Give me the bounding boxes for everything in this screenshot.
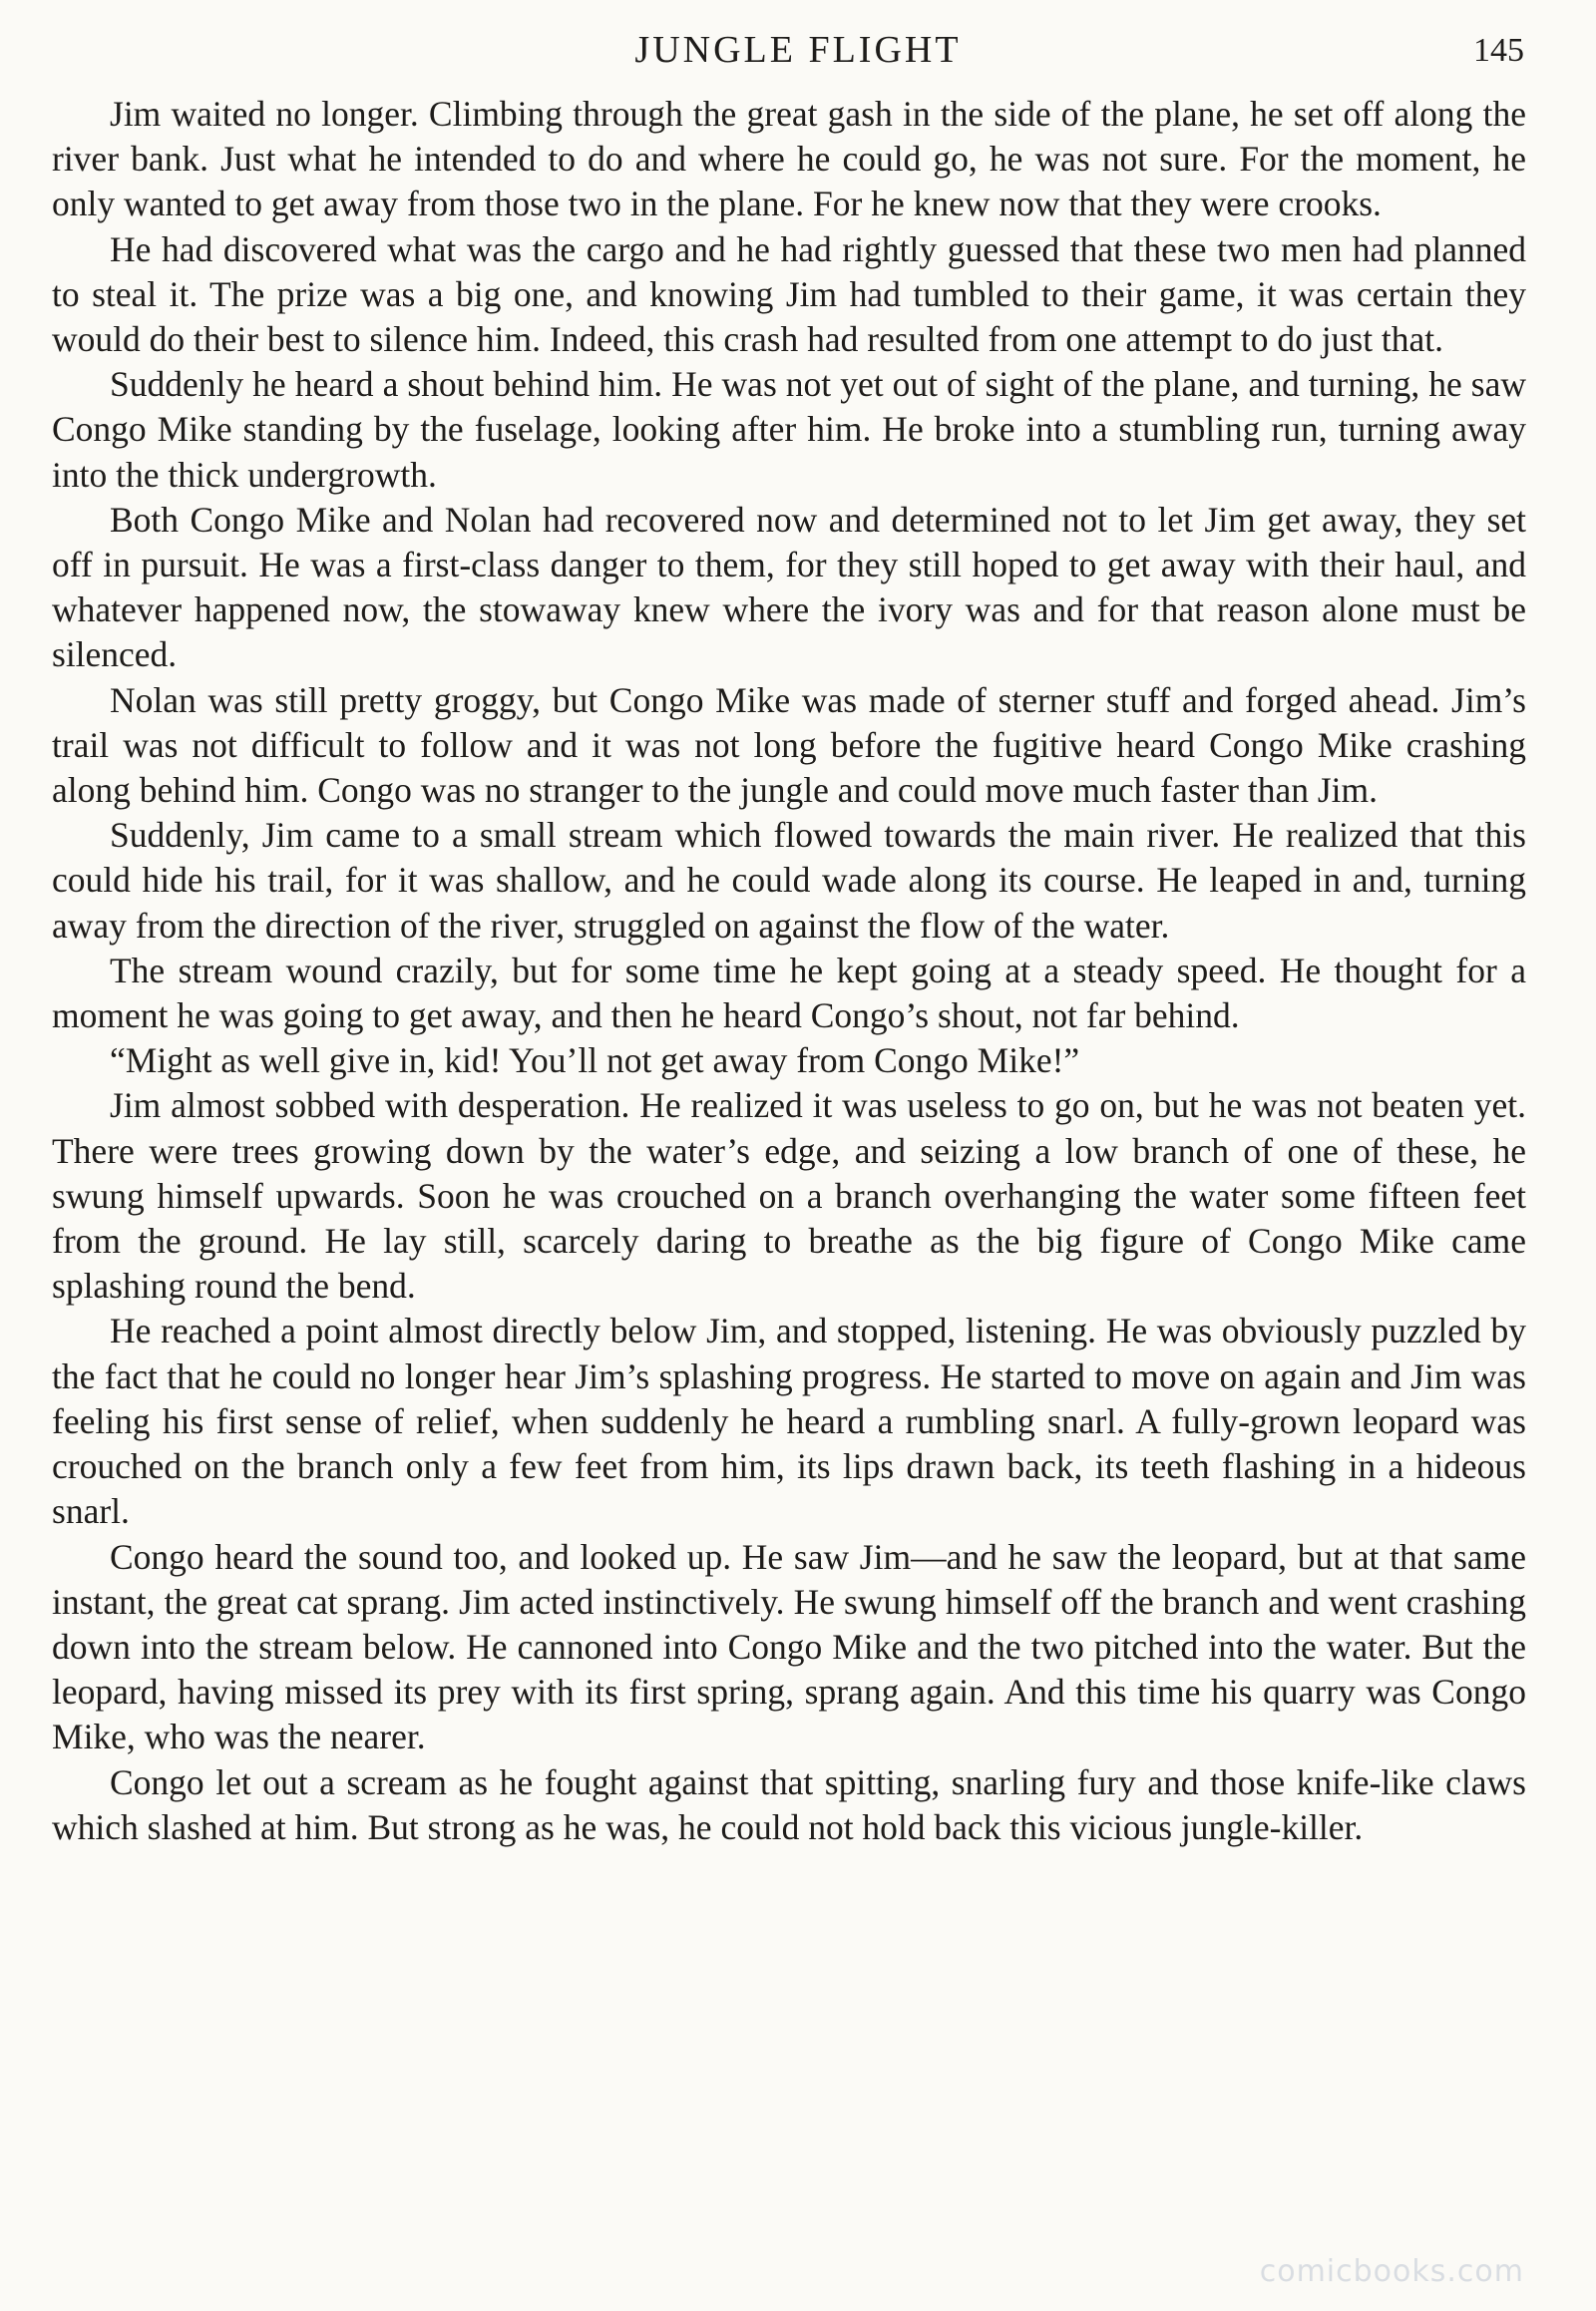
paragraph: He reached a point almost directly below Jim, and stopped, listening. He was obviously puzzled by the fact that he could no longer hear Jim’s splashing progress. He started to move on again and Jim was feeling his first sense of relief, when suddenly he heard a rumbling snarl. A fully-grown leopard was crouched on the branch only a few feet from him, its lips drawn back, its teeth flashing in a hideous snarl. [52,1311,1526,1532]
watermark: comicbooks.com [1259,2254,1524,2289]
paragraph: “Might as well give in, kid! You’ll not get away from Congo Mike!” [110,1040,1080,1081]
running-head [0,28,1596,78]
paragraph: Congo let out a scream as he fought against that spitting, snarling fury and those knife-like claws which slashed at him. But strong as he was, he could not hold back this vicious jungle-killer. [52,1761,1526,1847]
running-title: JUNGLE FLIGHT [634,29,962,71]
paragraph: Suddenly he heard a shout behind him. He was not yet out of sight of the plane, and turning, he saw Congo Mike standing by the fuselage, looking after him. He broke into a stumbling run, turning away into the thick undergrowth. [52,364,1526,495]
page-number: 145 [1473,32,1524,69]
paragraph: He had discovered what was the cargo and he had rightly guessed that these two men had planned to steal it. The prize was a big one, and knowing Jim had tumbled to their game, it was certain they would do their best to silence him. Indeed, this crash had resulted from one attempt to do just that. [52,228,1526,360]
paragraph: The stream wound crazily, but for some time he kept going at a steady speed. He thought for a moment he was going to get away, and then he heard Congo’s shout, not far behind. [52,950,1526,1036]
paragraph: Suddenly, Jim came to a small stream which flowed towards the main river. He realized that this could hide his trail, for it was shallow, and he could wade along its course. He leaped in and, turning away from the direction of the river, struggled on against the flow of the water. [52,815,1526,946]
body-text [52,92,1526,1850]
paragraph: Both Congo Mike and Nolan had recovered now and determined not to let Jim get away, they set off in pursuit. He was a first-class danger to them, for they still hoped to get away with their haul, and whatever happened now, the stowaway knew where the ivory was and for that reason alone must be silenced. [52,499,1526,675]
paragraph: Congo heard the sound too, and looked up. He saw Jim—and he saw the leopard, but at that same instant, the great cat sprang. Jim acted instinctively. He swung himself off the branch and went crashing down into the stream below. He cannoned into Congo Mike and the two pitched into the water. But the leopard, having missed its prey with its first spring, sprang again. And this time his quarry was Congo Mike, who was the nearer. [52,1536,1526,1757]
paragraph: Jim waited no longer. Climbing through the great gash in the side of the plane, he set off along the river bank. Just what he intended to do and where he could go, he was not sure. For the moment, he only wanted to get away from those two in the plane. For he knew now that they were crooks. [52,94,1526,224]
paragraph: Nolan was still pretty groggy, but Congo Mike was made of sterner stuff and forged ahead. Jim’s trail was not difficult to follow and it was not long before the fugitive heard Congo Mike crashing along behind him. Congo was no stranger to the jungle and could move much faster than Jim. [52,679,1526,811]
paragraph: Jim almost sobbed with desperation. He realized it was useless to go on, but he was not beaten yet. There were trees growing down by the water’s edge, and seizing a low branch of one of these, he swung himself upwards. Soon he was crouched on a branch overhanging the water some fifteen feet from the ground. He lay still, scarcely daring to breathe as the big figure of Congo Mike came splashing round the bend. [52,1085,1526,1307]
